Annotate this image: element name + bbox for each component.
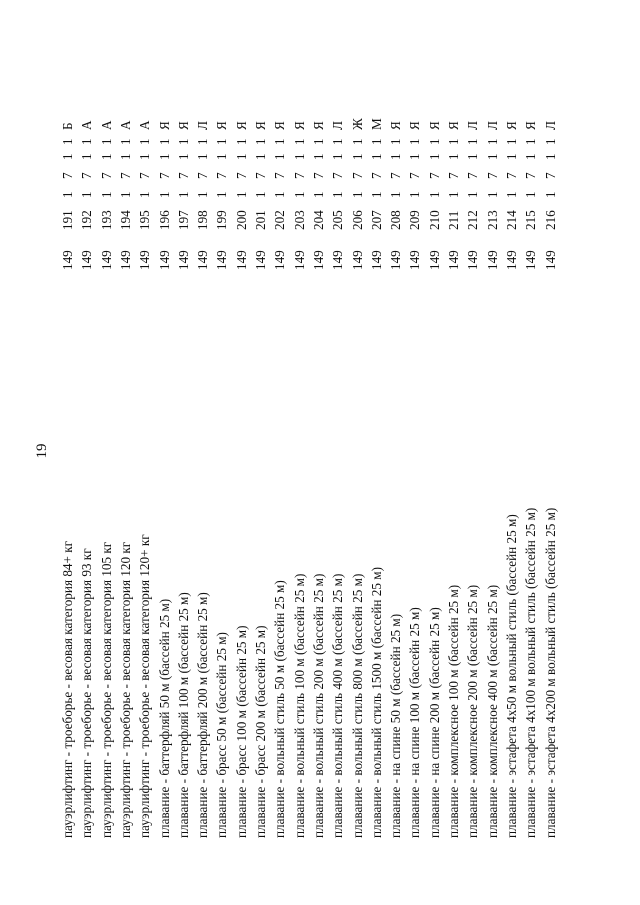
row-code-c1: 149 bbox=[388, 250, 404, 270]
row-code-c3: 1 bbox=[484, 191, 500, 198]
row-description: плавание - брасс 50 м (бассейн 25 м) bbox=[214, 632, 230, 838]
row-code-c7: Л bbox=[330, 121, 346, 130]
row-code-c5: 1 bbox=[291, 153, 307, 160]
row-code-c4: 7 bbox=[98, 172, 114, 179]
row-code-c7: Я bbox=[272, 121, 288, 130]
row-code-c7: М bbox=[368, 118, 384, 130]
row-code-c3: 1 bbox=[79, 191, 95, 198]
row-code-c2: 208 bbox=[388, 210, 404, 230]
row-code-c6: 1 bbox=[272, 138, 288, 145]
row-code-c7: Л bbox=[465, 121, 481, 130]
row-description: пауэрлифтинг - троеборье - весовая категория 120+ кг bbox=[137, 534, 153, 838]
row-code-c6: 1 bbox=[214, 138, 230, 145]
row-code-c2: 216 bbox=[542, 210, 558, 230]
row-code-c3: 1 bbox=[214, 191, 230, 198]
row-code-c5: 1 bbox=[349, 153, 365, 160]
row-code-c7: Я bbox=[426, 121, 442, 130]
row-code-c2: 212 bbox=[465, 210, 481, 230]
row-code-c2: 209 bbox=[407, 210, 423, 230]
row-description: плавание - комплексное 200 м (бассейн 25 м) bbox=[465, 584, 481, 838]
row-description: плавание - комплексное 400 м (бассейн 25 м) bbox=[484, 584, 500, 838]
row-code-c1: 149 bbox=[156, 250, 172, 270]
row-code-c2: 195 bbox=[137, 210, 153, 230]
row-code-c6: 1 bbox=[503, 138, 519, 145]
row-code-c3: 1 bbox=[426, 191, 442, 198]
row-code-c6: 1 bbox=[291, 138, 307, 145]
row-code-c4: 7 bbox=[291, 172, 307, 179]
row-code-c1: 149 bbox=[117, 250, 133, 270]
row-description: плавание - брасс 200 м (бассейн 25 м) bbox=[253, 625, 268, 838]
row-code-c5: 1 bbox=[60, 153, 75, 160]
row-code-c6: 1 bbox=[195, 138, 211, 145]
row-code-c1: 149 bbox=[310, 250, 326, 270]
row-code-c3: 1 bbox=[253, 191, 268, 198]
row-code-c2: 206 bbox=[349, 210, 365, 230]
row-code-c5: 1 bbox=[117, 153, 133, 160]
row-code-c5: 1 bbox=[233, 153, 249, 160]
row-code-c1: 149 bbox=[503, 250, 519, 270]
row-code-c7: Б bbox=[60, 122, 75, 130]
row-code-c1: 149 bbox=[542, 250, 558, 270]
row-code-c5: 1 bbox=[407, 153, 423, 160]
row-code-c5: 1 bbox=[310, 153, 326, 160]
row-code-c7: Я bbox=[388, 121, 404, 130]
row-code-c7: Л bbox=[484, 121, 500, 130]
row-code-c1: 149 bbox=[484, 250, 500, 270]
row-code-c6: 1 bbox=[79, 138, 95, 145]
row-code-c6: 1 bbox=[368, 138, 384, 145]
row-code-c1: 149 bbox=[79, 250, 95, 270]
row-code-c4: 7 bbox=[195, 172, 211, 179]
row-code-c2: 205 bbox=[330, 210, 346, 230]
row-code-c5: 1 bbox=[542, 153, 558, 160]
row-code-c3: 1 bbox=[503, 191, 519, 198]
row-description: плавание - вольный стиль 400 м (бассейн 25 м) bbox=[330, 573, 346, 838]
row-code-c1: 149 bbox=[523, 250, 539, 270]
row-code-c2: 204 bbox=[310, 210, 326, 230]
row-code-c1: 149 bbox=[233, 250, 249, 270]
row-code-c7: Я bbox=[446, 121, 461, 130]
row-code-c3: 1 bbox=[349, 191, 365, 198]
row-code-c4: 7 bbox=[388, 172, 404, 179]
row-code-c3: 1 bbox=[98, 191, 114, 198]
row-code-c1: 149 bbox=[426, 250, 442, 270]
row-code-c3: 1 bbox=[137, 191, 153, 198]
row-code-c7: Я bbox=[310, 121, 326, 130]
row-code-c2: 194 bbox=[117, 210, 133, 230]
row-code-c6: 1 bbox=[117, 138, 133, 145]
row-code-c1: 149 bbox=[272, 250, 288, 270]
row-code-c4: 7 bbox=[465, 172, 481, 179]
row-code-c1: 149 bbox=[446, 250, 461, 270]
row-description: пауэрлифтинг - троеборье - весовая категория 105 кг bbox=[98, 541, 114, 838]
row-description: плавание - эстафета 4х100 м вольный стиль (бассейн 25 м) bbox=[523, 507, 539, 838]
row-description: плавание - баттерфляй 50 м (бассейн 25 м) bbox=[156, 598, 172, 838]
row-code-c3: 1 bbox=[233, 191, 249, 198]
row-code-c7: Л bbox=[542, 121, 558, 130]
row-code-c5: 1 bbox=[330, 153, 346, 160]
row-code-c4: 7 bbox=[446, 172, 461, 179]
row-code-c2: 213 bbox=[484, 210, 500, 230]
row-code-c4: 7 bbox=[117, 172, 133, 179]
row-code-c1: 149 bbox=[60, 250, 75, 270]
row-code-c5: 1 bbox=[253, 153, 268, 160]
row-code-c3: 1 bbox=[446, 191, 461, 198]
row-code-c2: 200 bbox=[233, 210, 249, 230]
row-code-c3: 1 bbox=[60, 191, 75, 198]
row-code-c5: 1 bbox=[195, 153, 211, 160]
row-code-c5: 1 bbox=[79, 153, 95, 160]
row-code-c7: Л bbox=[195, 121, 211, 130]
row-code-c2: 210 bbox=[426, 210, 442, 230]
row-code-c6: 1 bbox=[233, 138, 249, 145]
row-code-c7: А bbox=[98, 120, 114, 130]
row-description: плавание - на спине 50 м (бассейн 25 м) bbox=[388, 613, 404, 838]
row-code-c3: 1 bbox=[542, 191, 558, 198]
row-code-c5: 1 bbox=[426, 153, 442, 160]
row-code-c3: 1 bbox=[465, 191, 481, 198]
row-code-c5: 1 bbox=[175, 153, 191, 160]
row-code-c7: Я bbox=[175, 121, 191, 130]
row-code-c7: Я bbox=[407, 121, 423, 130]
row-code-c3: 1 bbox=[195, 191, 211, 198]
row-code-c6: 1 bbox=[523, 138, 539, 145]
row-code-c2: 198 bbox=[195, 210, 211, 230]
row-code-c6: 1 bbox=[446, 138, 461, 145]
row-code-c6: 1 bbox=[484, 138, 500, 145]
row-code-c2: 202 bbox=[272, 210, 288, 230]
row-code-c4: 7 bbox=[484, 172, 500, 179]
row-code-c4: 7 bbox=[233, 172, 249, 179]
row-code-c7: Я bbox=[156, 121, 172, 130]
row-code-c7: А bbox=[137, 120, 153, 130]
row-code-c3: 1 bbox=[291, 191, 307, 198]
row-code-c3: 1 bbox=[310, 191, 326, 198]
row-code-c4: 7 bbox=[253, 172, 268, 179]
row-code-c6: 1 bbox=[156, 138, 172, 145]
row-description: плавание - комплексное 100 м (бассейн 25 м) bbox=[446, 584, 461, 838]
row-description: пауэрлифтинг - троеборье - весовая категория 120 кг bbox=[117, 541, 133, 838]
row-code-c6: 1 bbox=[542, 138, 558, 145]
row-code-c7: А bbox=[79, 120, 95, 130]
row-code-c4: 7 bbox=[542, 172, 558, 179]
row-code-c2: 215 bbox=[523, 210, 539, 230]
row-code-c5: 1 bbox=[137, 153, 153, 160]
row-description: плавание - эстафета 4х50 м вольный стиль (бассейн 25 м) bbox=[503, 514, 519, 838]
row-code-c6: 1 bbox=[310, 138, 326, 145]
row-code-c4: 7 bbox=[426, 172, 442, 179]
row-description: плавание - на спине 200 м (бассейн 25 м) bbox=[426, 607, 442, 838]
row-code-c4: 7 bbox=[407, 172, 423, 179]
row-code-c3: 1 bbox=[388, 191, 404, 198]
row-code-c6: 1 bbox=[330, 138, 346, 145]
row-description: плавание - баттерфляй 100 м (бассейн 25 м) bbox=[175, 592, 191, 838]
row-code-c1: 149 bbox=[253, 250, 268, 270]
row-code-c6: 1 bbox=[426, 138, 442, 145]
row-description: пауэрлифтинг - троеборье - весовая категория 93 кг bbox=[79, 548, 95, 838]
row-code-c7: Я bbox=[214, 121, 230, 130]
row-code-c7: Я bbox=[523, 121, 539, 130]
row-code-c4: 7 bbox=[214, 172, 230, 179]
row-description: плавание - баттерфляй 200 м (бассейн 25 м) bbox=[195, 592, 211, 838]
page-number: 19 bbox=[34, 443, 50, 459]
row-code-c7: Я bbox=[233, 121, 249, 130]
row-code-c2: 203 bbox=[291, 210, 307, 230]
row-code-c4: 7 bbox=[523, 172, 539, 179]
row-code-c6: 1 bbox=[137, 138, 153, 145]
row-code-c3: 1 bbox=[523, 191, 539, 198]
row-code-c2: 214 bbox=[503, 210, 519, 230]
row-code-c6: 1 bbox=[60, 138, 75, 145]
row-code-c7: А bbox=[117, 120, 133, 130]
row-description: плавание - вольный стиль 800 м (бассейн 25 м) bbox=[349, 573, 365, 838]
row-code-c4: 7 bbox=[368, 172, 384, 179]
row-code-c6: 1 bbox=[388, 138, 404, 145]
row-code-c4: 7 bbox=[79, 172, 95, 179]
row-code-c1: 149 bbox=[330, 250, 346, 270]
row-code-c1: 149 bbox=[137, 250, 153, 270]
row-code-c2: 196 bbox=[156, 210, 172, 230]
row-code-c5: 1 bbox=[272, 153, 288, 160]
row-code-c6: 1 bbox=[407, 138, 423, 145]
row-code-c2: 199 bbox=[214, 210, 230, 230]
row-code-c1: 149 bbox=[195, 250, 211, 270]
row-code-c4: 7 bbox=[310, 172, 326, 179]
row-code-c4: 7 bbox=[349, 172, 365, 179]
row-code-c5: 1 bbox=[368, 153, 384, 160]
row-code-c6: 1 bbox=[465, 138, 481, 145]
row-code-c3: 1 bbox=[407, 191, 423, 198]
row-code-c4: 7 bbox=[156, 172, 172, 179]
row-code-c7: Ж bbox=[349, 118, 365, 130]
row-code-c4: 7 bbox=[503, 172, 519, 179]
row-code-c5: 1 bbox=[156, 153, 172, 160]
row-code-c2: 193 bbox=[98, 210, 114, 230]
row-code-c6: 1 bbox=[175, 138, 191, 145]
row-code-c7: Я bbox=[291, 121, 307, 130]
row-code-c5: 1 bbox=[523, 153, 539, 160]
row-code-c1: 149 bbox=[465, 250, 481, 270]
row-code-c3: 1 bbox=[330, 191, 346, 198]
row-code-c5: 1 bbox=[446, 153, 461, 160]
row-code-c2: 201 bbox=[253, 210, 268, 230]
row-code-c4: 7 bbox=[175, 172, 191, 179]
row-code-c3: 1 bbox=[272, 191, 288, 198]
row-code-c4: 7 bbox=[137, 172, 153, 179]
row-description: плавание - на спине 100 м (бассейн 25 м) bbox=[407, 607, 423, 838]
row-code-c7: Я bbox=[503, 121, 519, 130]
row-code-c6: 1 bbox=[349, 138, 365, 145]
row-code-c1: 149 bbox=[368, 250, 384, 270]
row-code-c5: 1 bbox=[484, 153, 500, 160]
row-code-c1: 149 bbox=[98, 250, 114, 270]
row-code-c1: 149 bbox=[214, 250, 230, 270]
row-code-c3: 1 bbox=[175, 191, 191, 198]
row-description: плавание - брасс 100 м (бассейн 25 м) bbox=[233, 625, 249, 838]
row-code-c1: 149 bbox=[291, 250, 307, 270]
row-description: пауэрлифтинг - троеборье - весовая категория 84+ кг bbox=[60, 540, 75, 838]
row-code-c4: 7 bbox=[272, 172, 288, 179]
row-code-c3: 1 bbox=[117, 191, 133, 198]
row-code-c2: 197 bbox=[175, 210, 191, 230]
row-code-c2: 207 bbox=[368, 210, 384, 230]
row-description: плавание - вольный стиль 1500 м (бассейн 25 м) bbox=[368, 567, 384, 838]
row-code-c3: 1 bbox=[368, 191, 384, 198]
row-description: плавание - эстафета 4х200 м вольный стиль (бассейн 25 м) bbox=[542, 507, 558, 838]
row-code-c2: 192 bbox=[79, 210, 95, 230]
row-code-c5: 1 bbox=[465, 153, 481, 160]
row-code-c1: 149 bbox=[349, 250, 365, 270]
row-code-c5: 1 bbox=[214, 153, 230, 160]
row-code-c6: 1 bbox=[98, 138, 114, 145]
row-code-c5: 1 bbox=[503, 153, 519, 160]
row-code-c5: 1 bbox=[388, 153, 404, 160]
row-code-c2: 211 bbox=[446, 210, 461, 230]
row-code-c1: 149 bbox=[175, 250, 191, 270]
row-code-c4: 7 bbox=[60, 172, 75, 179]
row-code-c4: 7 bbox=[330, 172, 346, 179]
row-code-c7: Я bbox=[253, 121, 268, 130]
row-code-c3: 1 bbox=[156, 191, 172, 198]
row-code-c6: 1 bbox=[253, 138, 268, 145]
row-description: плавание - вольный стиль 200 м (бассейн 25 м) bbox=[310, 573, 326, 838]
row-description: плавание - вольный стиль 50 м (бассейн 25 м) bbox=[272, 580, 288, 838]
row-description: плавание - вольный стиль 100 м (бассейн 25 м) bbox=[291, 573, 307, 838]
row-code-c5: 1 bbox=[98, 153, 114, 160]
row-code-c2: 191 bbox=[60, 210, 75, 230]
row-code-c1: 149 bbox=[407, 250, 423, 270]
